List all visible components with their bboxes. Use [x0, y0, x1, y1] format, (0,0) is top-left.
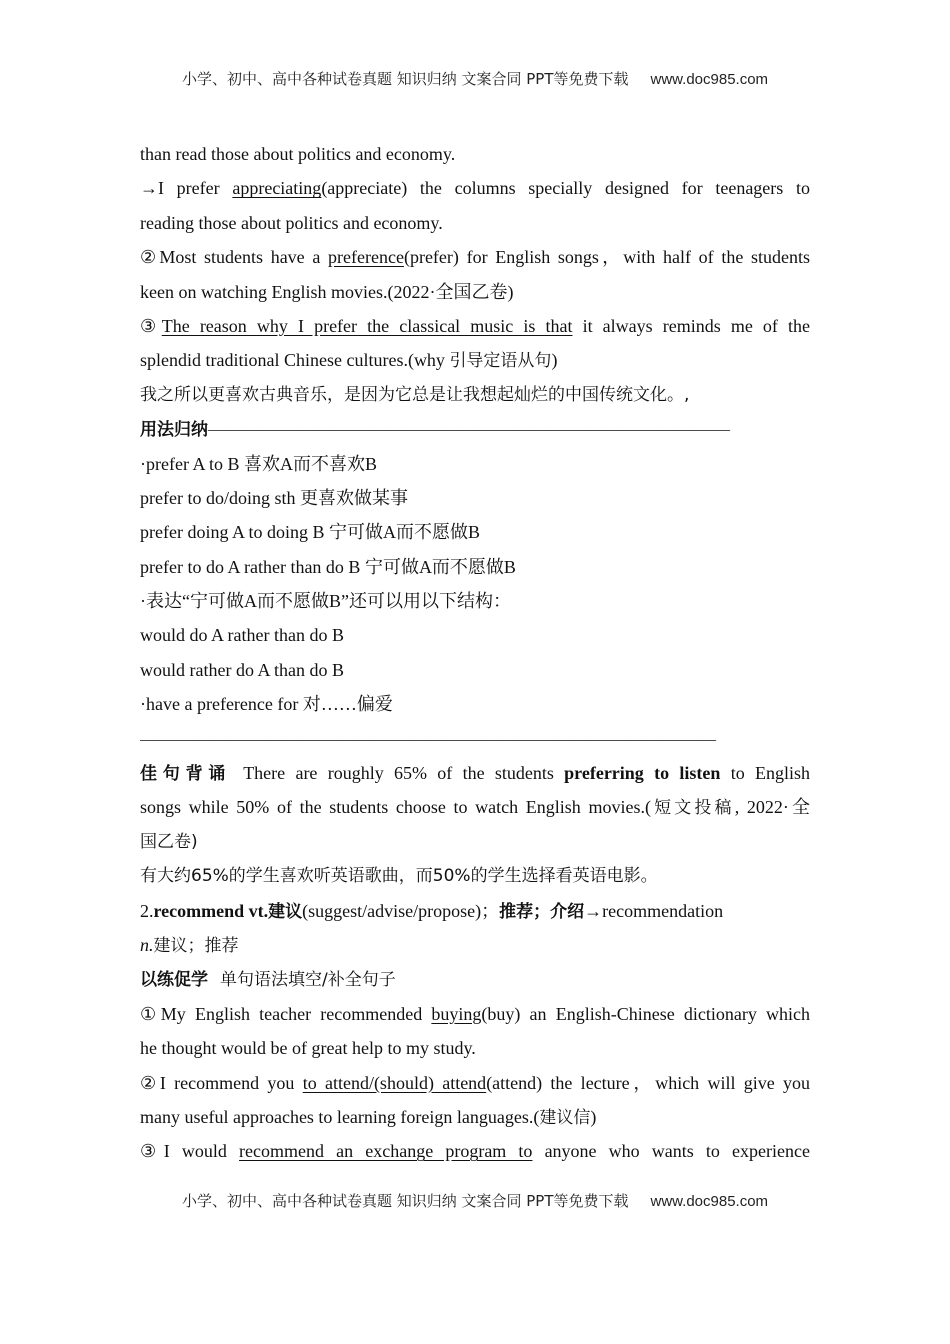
- vocab-heading: 2.recommend vt.建议(suggest/advise/propose)；推荐；介绍→recommendation: [140, 900, 724, 922]
- section-heading-usage: 用法归纳—————————————————————————————: [140, 419, 730, 441]
- answer-blank: to attend/(should) attend: [302, 1072, 487, 1093]
- translation-line: 我之所以更喜欢古典音乐，是因为它总是让我想起灿烂的中国传统文化。,: [140, 384, 690, 405]
- text-line: ②I recommend you to attend/(should) attend(attend) the lecture，which will give you: [140, 1072, 810, 1093]
- text-line: reading those about politics and economy.: [140, 212, 443, 233]
- header-text: 小学、初中、高中各种试卷真题 知识归纳 文案合同 PPT等免费下载: [181, 70, 629, 88]
- usage-line: prefer to do/doing sth 更喜欢做某事: [140, 487, 408, 508]
- text-line: keen on watching English movies.(2022·全国乙卷): [140, 281, 514, 302]
- footer-url[interactable]: www.doc985.com: [650, 1193, 769, 1210]
- usage-line: would rather do A than do B: [140, 659, 344, 680]
- usage-line: ·表达“宁可做A而不愿做B”还可以用以下结构：: [140, 591, 511, 612]
- text-line: than read those about politics and economy.: [140, 144, 456, 164]
- text-line: ③The reason why I prefer the classical music is that it always reminds me of the: [140, 315, 810, 336]
- text-line: →I prefer appreciating(appreciate) the columns specially designed for teenagers to: [140, 178, 810, 199]
- header-url[interactable]: www.doc985.com: [650, 71, 769, 88]
- text-line: 国乙卷): [140, 831, 198, 852]
- answer-blank: appreciating: [232, 178, 322, 199]
- usage-line: prefer doing A to doing B 宁可做A而不愿做B: [140, 522, 480, 543]
- text-line: songs while 50% of the students choose to watch English movies.(短文投稿, 2022·全: [140, 797, 810, 819]
- translation-line: 有大约65%的学生喜欢听英语歌曲，而50%的学生选择看英语电影。: [140, 866, 658, 887]
- answer-blank: recommend an exchange program to: [239, 1141, 533, 1162]
- text-line: n.建议；推荐: [140, 934, 239, 956]
- document-body: [140, 137, 810, 1169]
- section-label: 佳句背诵: [140, 764, 232, 785]
- usage-line: would do A rather than do B: [140, 625, 344, 646]
- page-header: [0, 68, 950, 89]
- text-line: he thought would be of great help to my study.: [140, 1038, 476, 1059]
- usage-line: prefer to do A rather than do B 宁可做A而不愿做B: [140, 556, 516, 577]
- text-line: ①My English teacher recommended buying(buy) an English-Chinese dictionary which: [140, 1003, 810, 1024]
- text-line: 佳句背诵 There are roughly 65% of the students preferring to listen to English: [140, 763, 810, 785]
- answer-blank: buying: [431, 1003, 482, 1024]
- text-line: ②Most students have a preference(prefer) for English songs，with half of the students: [140, 247, 810, 268]
- usage-line: ·have a preference for 对……偏爱: [140, 694, 393, 715]
- text-line: splendid traditional Chinese cultures.(why 引导定语从句): [140, 350, 558, 372]
- footer-text: 小学、初中、高中各种试卷真题 知识归纳 文案合同 PPT等免费下载: [181, 1192, 629, 1210]
- page-footer: [0, 1190, 950, 1211]
- answer-blank: The reason why I prefer the classical music is that: [161, 315, 573, 336]
- text-line: ③I would recommend an exchange program to anyone who wants to experience: [140, 1141, 810, 1162]
- answer-blank: preference: [328, 247, 404, 268]
- section-heading-practice: 以练促学 单句语法填空/补全句子: [140, 970, 396, 991]
- text-line: many useful approaches to learning foreign languages.(建议信): [140, 1106, 597, 1128]
- usage-line: ·prefer A to B 喜欢A而不喜欢B: [140, 453, 377, 474]
- divider-line: ————————————————————————————————: [140, 728, 716, 749]
